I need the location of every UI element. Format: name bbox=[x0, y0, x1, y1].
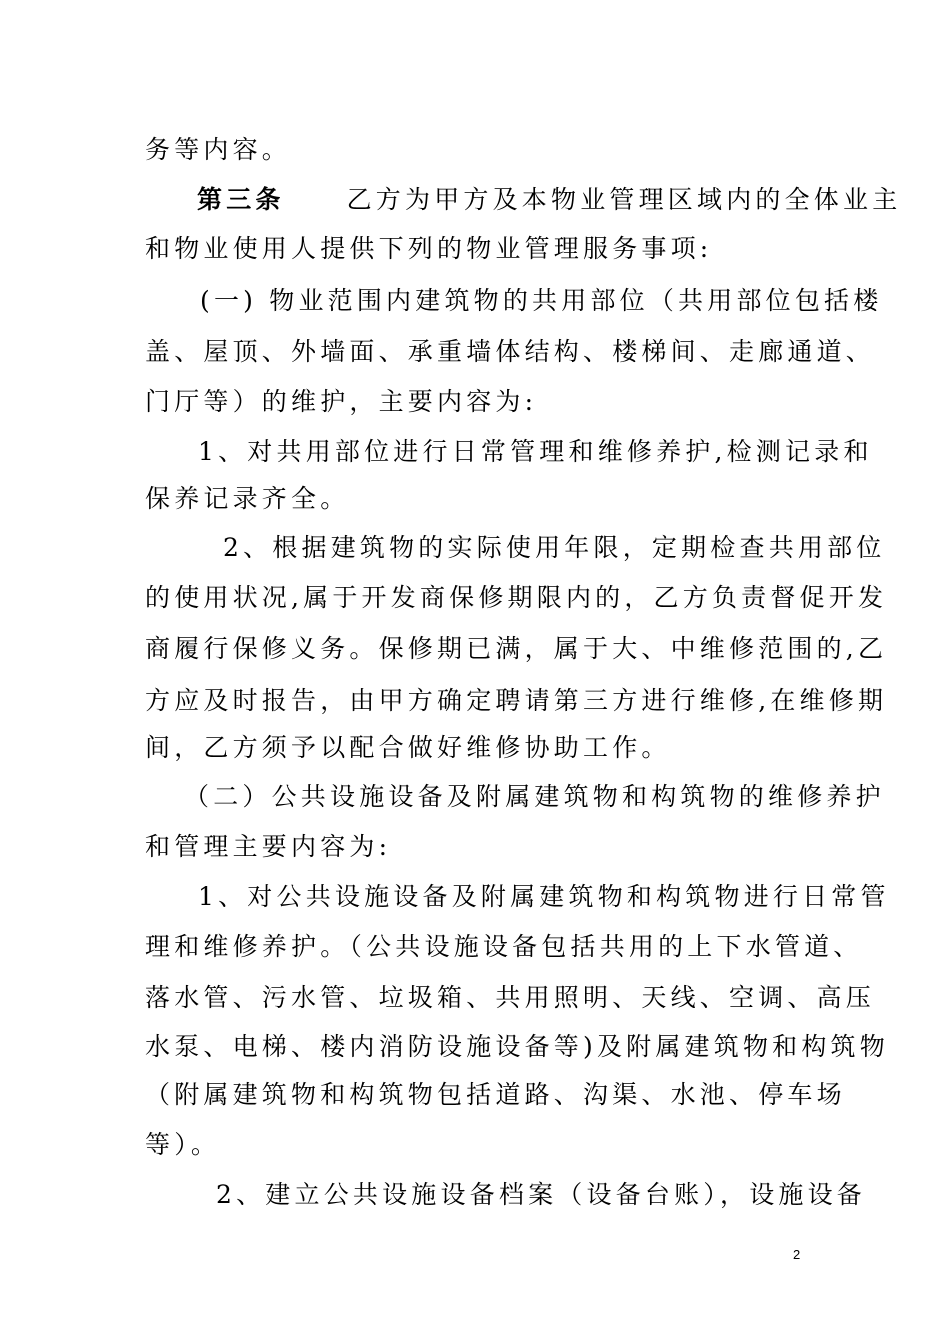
numbered-item: 1、对公共设施设备及附属建筑物和构筑物进行日常管 bbox=[198, 882, 890, 911]
text-line: 的使用状况,属于开发商保修期限内的，乙方负责督促开发 bbox=[145, 583, 888, 612]
text-line: 商履行保修义务。保修期已满，属于大、中维修范围的,乙 bbox=[145, 634, 888, 663]
text-line: 务等内容。 bbox=[145, 135, 292, 164]
text-line: （附属建筑物和构筑物包括道路、沟渠、水池、停车场 bbox=[145, 1080, 846, 1109]
text-line: 方应及时报告，由甲方确定聘请第三方进行维修,在维修期 bbox=[145, 686, 888, 715]
text-line: 和物业使用人提供下列的物业管理服务事项: bbox=[145, 234, 713, 263]
section-heading: (一) 物业范围内建筑物的共用部位（共用部位包括楼 bbox=[200, 286, 883, 315]
text-line: 盖、屋顶、外墙面、承重墙体结构、楼梯间、走廊通道、 bbox=[145, 337, 876, 366]
text-line: 落水管、污水管、垃圾箱、共用照明、天线、空调、高压 bbox=[145, 983, 876, 1012]
text-line: 门厅等）的维护，主要内容为: bbox=[145, 387, 538, 416]
page-number: 2 bbox=[793, 1247, 801, 1262]
text-line: 理和维修养护。（公共设施设备包括共用的上下水管道、 bbox=[145, 932, 863, 961]
article-title: 第三条 bbox=[197, 185, 285, 214]
numbered-item: 2、根据建筑物的实际使用年限，定期检查共用部位 bbox=[223, 533, 886, 562]
text-line: 保养记录齐全。 bbox=[145, 484, 350, 513]
text-line: 等）。 bbox=[145, 1130, 221, 1159]
text-line: 间，乙方须予以配合做好维修协助工作。 bbox=[145, 733, 671, 762]
text-line: 和管理主要内容为: bbox=[145, 832, 392, 861]
text-line: 水泵、电梯、楼内消防设施设备等)及附属建筑物和构筑物 bbox=[145, 1032, 889, 1061]
article-heading-line bbox=[197, 183, 901, 217]
article-text: 乙方为甲方及本物业管理区域内的全体业主 bbox=[346, 185, 902, 214]
numbered-item: 2、建立公共设施设备档案（设备台账），设施设备 bbox=[216, 1180, 867, 1209]
section-heading: （二）公共设施设备及附属建筑物和构筑物的维修养护 bbox=[184, 782, 885, 811]
numbered-item: 1、对共用部位进行日常管理和维修养护,检测记录和 bbox=[198, 437, 873, 466]
